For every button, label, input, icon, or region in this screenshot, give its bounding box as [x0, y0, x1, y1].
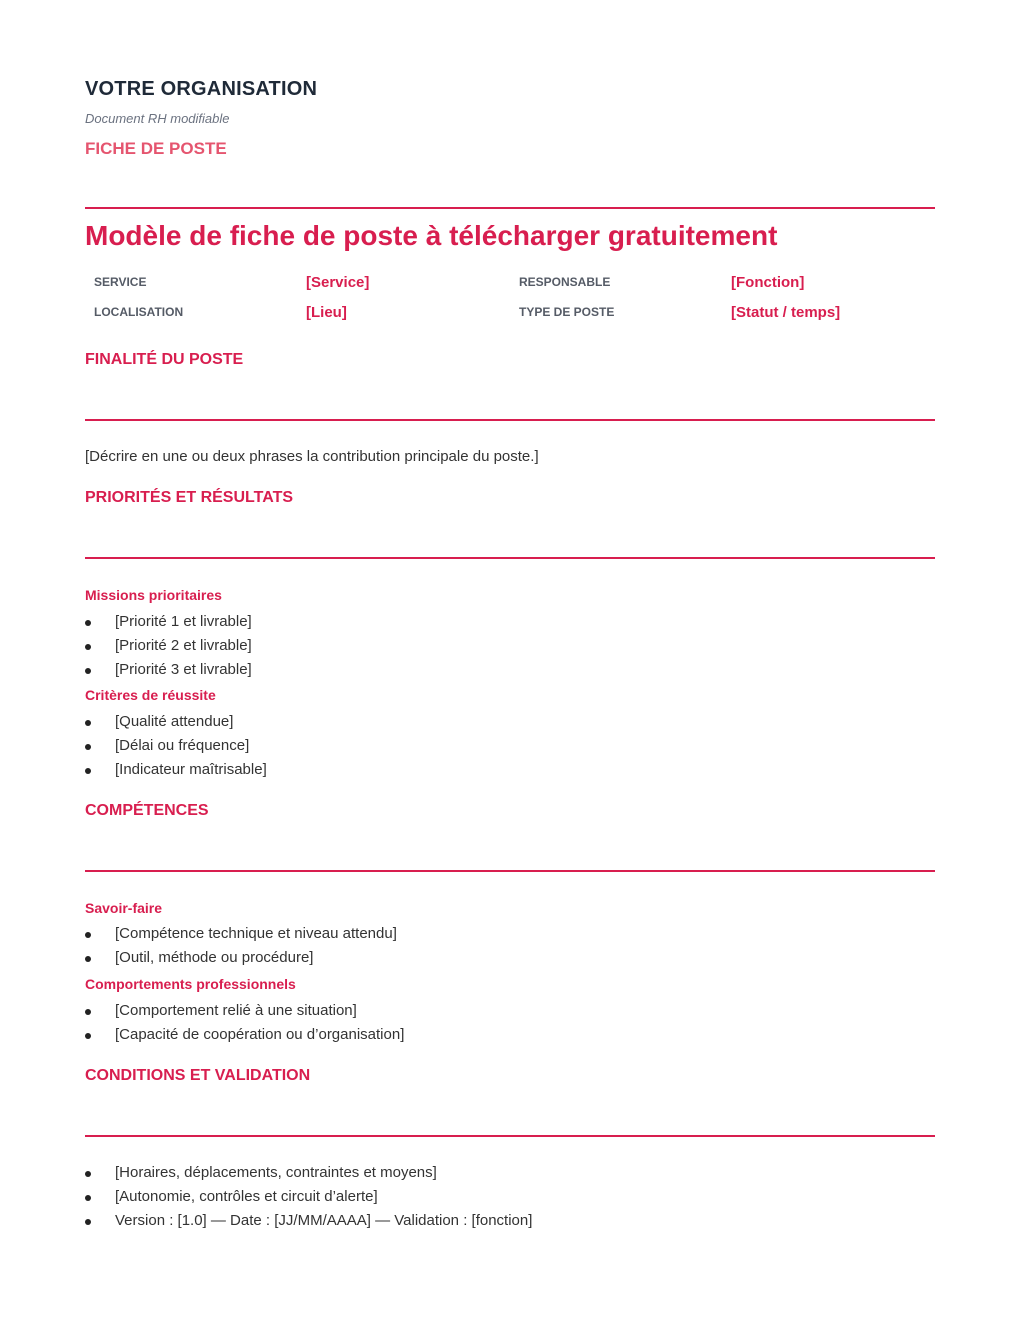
- bullet-icon: [85, 668, 91, 674]
- bullet-icon: [85, 956, 91, 962]
- bullet-icon: [85, 620, 91, 626]
- type-value: [Statut / temps]: [731, 304, 841, 321]
- bullet-icon: [85, 1171, 91, 1177]
- priorites-heading: PRIORITÉS ET RÉSULTATS: [85, 489, 294, 506]
- bullet-icon: [85, 1033, 91, 1039]
- conditions-rule: [85, 1135, 935, 1137]
- comportements-heading: Comportements professionnels: [85, 976, 296, 992]
- competences-heading: COMPÉTENCES: [85, 802, 209, 819]
- service-label: SERVICE: [94, 275, 147, 289]
- type-label: TYPE DE POSTE: [519, 305, 615, 319]
- bullet-icon: [85, 1219, 91, 1225]
- savoir-heading: Savoir-faire: [85, 900, 163, 916]
- conditions-heading: CONDITIONS ET VALIDATION: [85, 1067, 311, 1084]
- criteres-heading: Critères de réussite: [85, 687, 216, 703]
- localisation-value: [Lieu]: [306, 304, 347, 321]
- organization-name: VOTRE ORGANISATION: [85, 78, 318, 100]
- service-value: [Service]: [306, 274, 370, 291]
- page-title: Modèle de fiche de poste à télécharger gratuitement: [85, 220, 778, 251]
- finalite-text: [Décrire en une ou deux phrases la contribution principale du poste.]: [85, 448, 539, 465]
- document-subtitle: Document RH modifiable: [85, 111, 230, 126]
- document-type: FICHE DE POSTE: [85, 139, 227, 158]
- bullet-icon: [85, 744, 91, 750]
- bullet-icon: [85, 1195, 91, 1201]
- responsable-label: RESPONSABLE: [519, 275, 611, 289]
- localisation-label: LOCALISATION: [94, 305, 184, 319]
- bullet-icon: [85, 768, 91, 774]
- finalite-rule: [85, 419, 935, 421]
- finalite-heading: FINALITÉ DU POSTE: [85, 351, 244, 368]
- responsable-value: [Fonction]: [731, 274, 805, 291]
- priorites-rule: [85, 557, 935, 559]
- bullet-icon: [85, 644, 91, 650]
- missions-heading: Missions prioritaires: [85, 587, 222, 603]
- competences-rule: [85, 870, 935, 872]
- bullet-icon: [85, 720, 91, 726]
- bullet-icon: [85, 1009, 91, 1015]
- title-rule: [85, 207, 935, 209]
- bullet-icon: [85, 932, 91, 938]
